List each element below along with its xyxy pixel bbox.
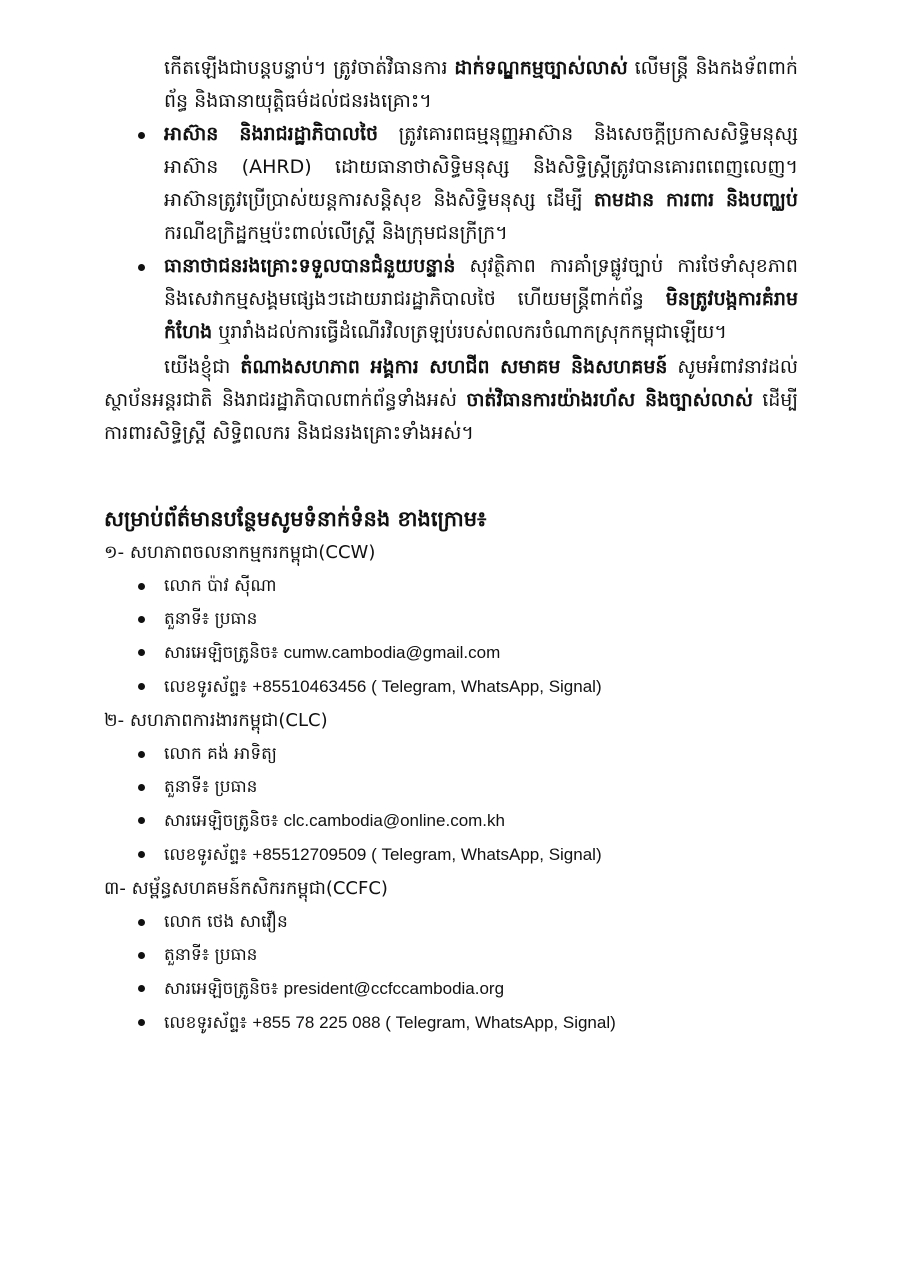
closing-text-a: យើងខ្ញុំជា bbox=[164, 356, 231, 378]
org-title-ccw: ១- សហភាពចលនាកម្មករកម្ពុជា(CCW) bbox=[104, 542, 376, 563]
contact-name-text: លោក គង់ អាទិត្យ bbox=[164, 744, 277, 764]
closing-text-c: ដើម្បីការពារសិទ្ធិស្ត្រី សិទ្ធិពលករ និងជនរងគ្រោះទាំងអស់។ bbox=[104, 389, 799, 444]
email-label: សារអេឡិចត្រូនិច៖ bbox=[164, 979, 279, 999]
phone-number: +855 78 225 088 ( Telegram, WhatsApp, Signal) bbox=[252, 1013, 616, 1032]
contact-list-ccfc bbox=[104, 906, 798, 1040]
demand-bold-b: មិនត្រូវបង្កការគំរាមកំហែង bbox=[164, 288, 798, 343]
bullet-icon bbox=[138, 132, 145, 139]
contact-role bbox=[104, 939, 798, 972]
email-link[interactable]: president@ccfccambodia.org bbox=[283, 979, 505, 998]
bullet-icon bbox=[138, 583, 145, 590]
phone-number: +85510463456 ( Telegram, WhatsApp, Signal) bbox=[252, 677, 602, 696]
closing-bold-a: តំណាងសហភាព អង្គការ សហជីព សមាគម និងសហគមន៍ bbox=[240, 356, 668, 378]
contact-name bbox=[104, 738, 798, 771]
demand-text-b: ករណីឧក្រិដ្ឋកម្មប៉ះពាល់លើស្ត្រី និងក្រុមជនក្រីក្រ។ bbox=[164, 222, 508, 244]
bullet-icon bbox=[138, 616, 145, 623]
demand-bold-a: ធានាថាជនរងគ្រោះទទួលបានជំនួយបន្ទាន់ bbox=[164, 255, 456, 277]
contact-list-ccw bbox=[104, 570, 798, 704]
bullet-icon bbox=[138, 264, 145, 271]
contact-email bbox=[104, 636, 798, 670]
demand-text-a: សុវត្ថិភាព ការគាំទ្រផ្លូវច្បាប់ ការថែទាំសុខភាព និងសេវាកម្មសង្គមផ្សេងៗដោយរាជរដ្ឋាភិបាលថៃ ហើយមន្ត្រីពាក់ព័ន្ធ bbox=[164, 255, 798, 310]
contact-name-text: លោក ប៉ាវ ស៊ីណា bbox=[164, 576, 277, 596]
contact-email bbox=[104, 804, 798, 838]
contact-role-text: តួនាទី៖ ប្រធាន bbox=[164, 777, 258, 797]
bullet-icon bbox=[138, 851, 145, 858]
intro-bold-a: ដាក់ទណ្ឌកម្មច្បាស់លាស់ bbox=[454, 57, 628, 79]
contact-role bbox=[104, 603, 798, 636]
intro-paragraph bbox=[104, 52, 798, 118]
demand-item-victims bbox=[104, 250, 798, 349]
intro-text-b: លើមន្ត្រី និងកងទ័ពពាក់ព័ន្ធ និងធានាយុត្តិធម៌ដល់ជនរងគ្រោះ។ bbox=[164, 57, 798, 112]
org-title-clc: ២- សហភាពការងារកម្ពុជា(CLC) bbox=[104, 710, 328, 731]
phone-label: លេខទូរស័ព្ទ៖ bbox=[164, 845, 248, 865]
demand-bold-b: តាមដាន ការពារ និងបញ្ឈប់ bbox=[593, 189, 798, 211]
phone-number: +85512709509 ( Telegram, WhatsApp, Signal) bbox=[252, 845, 602, 864]
bullet-icon bbox=[138, 683, 145, 690]
bullet-icon bbox=[138, 919, 145, 926]
email-link[interactable]: cumw.cambodia@gmail.com bbox=[283, 643, 501, 662]
contact-email bbox=[104, 972, 798, 1006]
contact-role bbox=[104, 771, 798, 804]
bullet-icon bbox=[138, 649, 145, 656]
contact-phone bbox=[104, 670, 798, 704]
phone-label: លេខទូរស័ព្ទ៖ bbox=[164, 1013, 248, 1033]
contact-phone bbox=[104, 1006, 798, 1040]
bullet-icon bbox=[138, 751, 145, 758]
demand-text-b: ឬរារាំងដល់ការធ្វើដំណើរវិលត្រឡប់របស់ពលករចំណាកស្រុកកម្ពុជាឡើយ។ bbox=[218, 321, 727, 343]
contact-phone bbox=[104, 838, 798, 872]
contact-heading: សម្រាប់ព័ត៌មានបន្ថែមសូមទំនាក់ទំនង ខាងក្រោម៖ bbox=[104, 507, 487, 531]
contact-name bbox=[104, 906, 798, 939]
contact-list-clc bbox=[104, 738, 798, 872]
demand-bold-a: អាស៊ាន និងរាជរដ្ឋាភិបាលថៃ bbox=[164, 123, 379, 145]
org-title-ccfc: ៣- សម្ព័ន្ធសហគមន៍កសិករកម្ពុជា(CCFC) bbox=[104, 878, 388, 899]
email-label: សារអេឡិចត្រូនិច៖ bbox=[164, 811, 279, 831]
contact-role-text: តួនាទី៖ ប្រធាន bbox=[164, 945, 258, 965]
email-label: សារអេឡិចត្រូនិច៖ bbox=[164, 643, 279, 663]
closing-paragraph bbox=[104, 351, 798, 450]
contact-role-text: តួនាទី៖ ប្រធាន bbox=[164, 609, 258, 629]
closing-bold-b: ចាត់វិធានការយ៉ាងរហ័ស និងច្បាស់លាស់ bbox=[466, 389, 753, 411]
demands-list bbox=[104, 118, 798, 349]
bullet-icon bbox=[138, 985, 145, 992]
email-link[interactable]: clc.cambodia@online.com.kh bbox=[283, 811, 505, 830]
closing-text-b: សូមអំពាវនាវដល់ស្ថាប័នអន្តរជាតិ និងរាជរដ្ឋាភិបាលពាក់ព័ន្ធទាំងអស់ bbox=[104, 356, 799, 411]
contact-name bbox=[104, 570, 798, 603]
bullet-icon bbox=[138, 1019, 145, 1026]
contact-name-text: លោក ថេង សាវឿន bbox=[164, 912, 288, 932]
phone-label: លេខទូរស័ព្ទ៖ bbox=[164, 677, 248, 697]
intro-text-a: កើតឡើងជាបន្តបន្ទាប់។ ត្រូវចាត់វិធានការ bbox=[164, 57, 448, 79]
bullet-icon bbox=[138, 784, 145, 791]
demand-text-a: ត្រូវគោរពធម្មនុញ្ញអាស៊ាន និងសេចក្តីប្រកាសសិទ្ធិមនុស្សអាស៊ាន (AHRD) ដោយធានាថាសិទ្ធិមនុស្ស និងសិទ្ធិស្ត្រីត្រូវបានគោរពពេញលេញ។ អាស៊ានត្រូវប្រើប្រាស់យន្តការសន្តិសុខ និងសិទ្ធិមនុស្ស ដើម្បី bbox=[164, 123, 798, 211]
bullet-icon bbox=[138, 952, 145, 959]
bullet-icon bbox=[138, 817, 145, 824]
demand-item-asean bbox=[104, 118, 798, 250]
